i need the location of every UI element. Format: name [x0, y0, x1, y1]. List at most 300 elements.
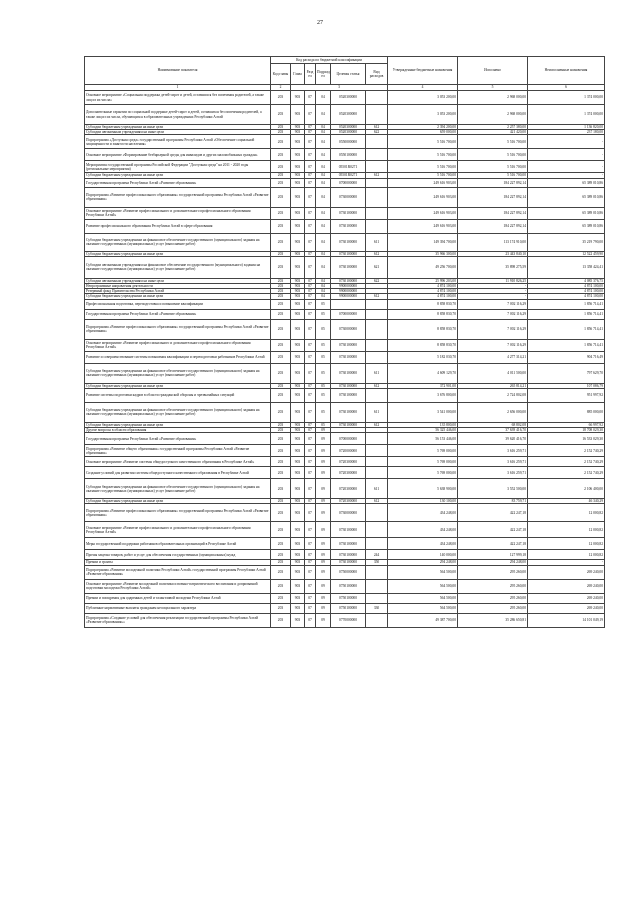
cell-vid: [366, 504, 388, 522]
cell-approved: 3 541 000,00: [388, 402, 458, 422]
cell-approved: 140 000,00: [388, 550, 458, 560]
cell-approved: 249 616 903,00: [388, 187, 458, 207]
col-header-admin-code: Код главы: [271, 64, 291, 85]
table-row: [85, 613, 605, 627]
cell-admin-code: 203: [271, 467, 291, 479]
cell-approved: 5 516 700,00: [388, 161, 458, 173]
cell-approved: 434 248,00: [388, 538, 458, 550]
budget-execution-table: [84, 56, 605, 628]
cell-chapter: 903: [291, 402, 305, 422]
table-row: [85, 467, 605, 479]
cell-executed: 113 174 910,00: [458, 233, 528, 251]
cell-unexecuted: 12 000,82: [528, 550, 605, 560]
cell-vid: 611: [366, 479, 388, 499]
row-name: Премии и поощрения для одаренных детей и талантливой молодежи Республики Алтай: [85, 593, 271, 603]
cell-executed: 265 814,21: [458, 383, 528, 388]
col-header-unexecuted: Неисполненные назначения: [528, 57, 605, 85]
cell-admin-code: 203: [271, 351, 291, 363]
cell-target: 0730000000: [331, 504, 366, 522]
cell-approved: 249 616 903,00: [388, 178, 458, 187]
cell-admin-code: 203: [271, 299, 291, 309]
cell-razdel: 07: [305, 538, 316, 550]
cell-unexecuted: 904 716,49: [528, 351, 605, 363]
cell-executed: 68 802,08: [458, 422, 528, 427]
cell-unexecuted: 65 389 010,86: [528, 219, 605, 233]
cell-vid: [366, 309, 388, 319]
table-row: [85, 402, 605, 422]
cell-podrazdel: 05: [316, 309, 331, 319]
cell-target: 0520300000: [331, 91, 366, 105]
table-row: [85, 319, 605, 339]
cell-executed: 39 620 416,70: [458, 433, 528, 445]
cell-target: 0730100000: [331, 233, 366, 251]
cell-approved: 8 858 830,70: [388, 299, 458, 309]
cell-admin-code: 203: [271, 130, 291, 135]
cell-executed: 184 227 892,14: [458, 187, 528, 207]
cell-unexecuted: 1 856 714,41: [528, 309, 605, 319]
cell-admin-code: 203: [271, 309, 291, 319]
cell-chapter: 903: [291, 613, 305, 627]
cell-unexecuted: -: [528, 135, 605, 149]
cell-vid: [366, 593, 388, 603]
cell-unexecuted: 16 533 029,30: [528, 433, 605, 445]
cell-unexecuted: 1 856 714,41: [528, 319, 605, 339]
cell-executed: 5 516 700,00: [458, 149, 528, 161]
cell-target: 0730100000: [331, 256, 366, 278]
row-name: Непрограммные направления деятельности: [85, 284, 271, 289]
cell-unexecuted: 12 522 459,90: [528, 251, 605, 256]
cell-target: 0750100000: [331, 603, 366, 613]
cell-chapter: 903: [291, 284, 305, 289]
cell-vid: [366, 613, 388, 627]
cell-unexecuted: 4 085 376,75: [528, 278, 605, 283]
cell-podrazdel: 04: [316, 207, 331, 219]
cell-vid: [366, 388, 388, 402]
cell-vid: 611: [366, 402, 388, 422]
index-cell: 2: [271, 85, 291, 91]
cell-vid: 622: [366, 130, 388, 135]
cell-target: 0520300000: [331, 130, 366, 135]
cell-podrazdel: 09: [316, 593, 331, 603]
cell-vid: 622: [366, 278, 388, 283]
cell-executed: 422 247,18: [458, 538, 528, 550]
cell-target: 0700000000: [331, 178, 366, 187]
cell-approved: 5 769 000,00: [388, 445, 458, 457]
cell-admin-code: 203: [271, 339, 291, 351]
row-name: Подпрограмма «Развитие профессионального образования» государственной программы Республики Алтай «Развитие образования»: [85, 319, 271, 339]
cell-unexecuted: 65 389 010,86: [528, 207, 605, 219]
cell-vid: 611: [366, 233, 388, 251]
row-name: Другие вопросы в области образования: [85, 428, 271, 433]
cell-podrazdel: 04: [316, 251, 331, 256]
cell-approved: 8 858 830,70: [388, 309, 458, 319]
cell-razdel: 07: [305, 560, 316, 565]
cell-podrazdel: 09: [316, 499, 331, 504]
cell-target: 0730100000: [331, 383, 366, 388]
cell-executed: 184 227 892,14: [458, 207, 528, 219]
cell-admin-code: 203: [271, 135, 291, 149]
cell-vid: 330: [366, 603, 388, 613]
cell-podrazdel: 05: [316, 319, 331, 339]
cell-unexecuted: 269 240,00: [528, 603, 605, 613]
cell-podrazdel: 04: [316, 187, 331, 207]
cell-vid: 612: [366, 173, 388, 178]
cell-chapter: 903: [291, 504, 305, 522]
cell-executed: 7 002 116,29: [458, 299, 528, 309]
cell-target: 0520300000: [331, 105, 366, 125]
cell-target: 0730100000: [331, 351, 366, 363]
cell-razdel: 07: [305, 278, 316, 283]
row-name: Основное мероприятие «Развитие профессионального и дополнительного профессионального образования Республики Алтай»: [85, 339, 271, 351]
cell-executed: -: [458, 289, 528, 294]
cell-unexecuted: 1 856 714,41: [528, 299, 605, 309]
cell-admin-code: 203: [271, 422, 291, 427]
cell-executed: -: [458, 284, 528, 289]
table-row: [85, 178, 605, 187]
cell-executed: 295 260,00: [458, 593, 528, 603]
col-header-target: Целевая статья: [331, 64, 366, 85]
table-row: [85, 219, 605, 233]
cell-executed: 35 898 275,59: [458, 256, 528, 278]
cell-razdel: 07: [305, 383, 316, 388]
row-name: Подпрограмма «Развитие молодежной политики Республики Алтай» государственной программы Республики Алтай «Развитие образования»: [85, 565, 271, 579]
row-name: Премии и гранты: [85, 560, 271, 565]
cell-razdel: 07: [305, 351, 316, 363]
row-name: Подпрограмма «Развитие профессионального образования» государственной программы Республики Алтай «Развитие образования»: [85, 187, 271, 207]
cell-admin-code: 203: [271, 560, 291, 565]
cell-vid: 611: [366, 363, 388, 383]
cell-vid: 612: [366, 499, 388, 504]
cell-razdel: 07: [305, 284, 316, 289]
cell-podrazdel: 09: [316, 479, 331, 499]
cell-unexecuted: 35 219 790,00: [528, 233, 605, 251]
cell-unexecuted: 4 874 100,00: [528, 294, 605, 299]
cell-target: 0720300000: [331, 467, 366, 479]
row-name: Субсидии автономным учреждениям на иные цели: [85, 278, 271, 283]
cell-podrazdel: 09: [316, 538, 331, 550]
col-header-executed: Исполнено: [458, 57, 528, 85]
cell-vid: [366, 299, 388, 309]
cell-podrazdel: 09: [316, 467, 331, 479]
cell-unexecuted: 951 997,92: [528, 388, 605, 402]
cell-chapter: 903: [291, 207, 305, 219]
cell-podrazdel: 04: [316, 161, 331, 173]
table-row: [85, 565, 605, 579]
cell-chapter: 903: [291, 433, 305, 445]
cell-razdel: 07: [305, 339, 316, 351]
cell-admin-code: 203: [271, 125, 291, 130]
cell-podrazdel: 05: [316, 351, 331, 363]
cell-approved: 249 616 903,00: [388, 207, 458, 219]
cell-chapter: 903: [291, 550, 305, 560]
cell-razdel: 07: [305, 91, 316, 105]
table-row: [85, 339, 605, 351]
cell-admin-code: 203: [271, 173, 291, 178]
cell-approved: 4 874 100,00: [388, 294, 458, 299]
table-row: [85, 388, 605, 402]
cell-admin-code: 203: [271, 603, 291, 613]
row-name: Развитие системы подготовки кадров в области гражданской обороны и чрезвычайных ситуаций: [85, 388, 271, 402]
cell-approved: 2 394 200,00: [388, 125, 458, 130]
row-name: Основное мероприятие «Социальная поддержка детей-сирот и детей, оставшихся без попечения родителей, а также лиц из их числа»: [85, 91, 271, 105]
row-name: Государственная программа Республики Алтай «Развитие образования»: [85, 309, 271, 319]
cell-vid: [366, 207, 388, 219]
cell-executed: 184 227 892,14: [458, 178, 528, 187]
cell-chapter: 903: [291, 294, 305, 299]
cell-target: 0720300000: [331, 457, 366, 467]
cell-admin-code: 203: [271, 433, 291, 445]
cell-razdel: 07: [305, 433, 316, 445]
cell-chapter: 903: [291, 467, 305, 479]
cell-razdel: 07: [305, 457, 316, 467]
cell-podrazdel: 09: [316, 560, 331, 565]
cell-unexecuted: 4 874 100,00: [528, 284, 605, 289]
row-name: Основное мероприятие «Развитие профессионального и дополнительного профессионального образования Республики Алтай»: [85, 522, 271, 538]
cell-razdel: 07: [305, 289, 316, 294]
cell-podrazdel: 05: [316, 402, 331, 422]
row-name: Основное мероприятие «Развитие молодежной политики и военно-патриотического воспитания и допризывной подготовки молодежи Республики Алтай»: [85, 579, 271, 593]
cell-chapter: 903: [291, 309, 305, 319]
cell-target: 0730100000: [331, 219, 366, 233]
cell-approved: 564 500,00: [388, 565, 458, 579]
row-name: Государственная программа Республики Алтай «Развитие образования»: [85, 178, 271, 187]
index-cell: 5: [458, 85, 528, 91]
cell-executed: 422 247,18: [458, 504, 528, 522]
cell-approved: 3 676 800,00: [388, 388, 458, 402]
table-row: [85, 479, 605, 499]
cell-target: 0730100000: [331, 388, 366, 402]
cell-razdel: 07: [305, 178, 316, 187]
row-name: Подпрограмма «Развитие профессионального образования» государственной программы Республики Алтай «Развитие образования»: [85, 504, 271, 522]
cell-podrazdel: 09: [316, 579, 331, 593]
cell-approved: 659 000,00: [388, 130, 458, 135]
cell-executed: 3 616 259,71: [458, 457, 528, 467]
cell-chapter: 903: [291, 173, 305, 178]
cell-chapter: 903: [291, 105, 305, 125]
cell-executed: 3 552 500,00: [458, 479, 528, 499]
cell-target: 05501R0271: [331, 161, 366, 173]
cell-executed: 2 724 802,08: [458, 388, 528, 402]
cell-target: 0730100000: [331, 207, 366, 219]
row-name: Подпрограмма «Развитие общего образования» государственной программы Республики Алтай «Развитие образования»: [85, 445, 271, 457]
table-row: [85, 363, 605, 383]
col-header-chapter: Глава: [291, 64, 305, 85]
cell-podrazdel: 05: [316, 422, 331, 427]
cell-target: 0730100000: [331, 278, 366, 283]
cell-unexecuted: 12 000,82: [528, 538, 605, 550]
cell-approved: 8 858 830,70: [388, 339, 458, 351]
cell-podrazdel: 09: [316, 445, 331, 457]
cell-chapter: 903: [291, 319, 305, 339]
row-name: Профессиональная подготовка, переподготовка и повышение квалификации: [85, 299, 271, 309]
cell-unexecuted: 65 389 010,86: [528, 178, 605, 187]
cell-vid: 612: [366, 294, 388, 299]
cell-chapter: 903: [291, 479, 305, 499]
page-number: 27: [317, 20, 323, 26]
cell-unexecuted: -: [528, 173, 605, 178]
table-row: [85, 445, 605, 457]
cell-admin-code: 203: [271, 504, 291, 522]
cell-chapter: 903: [291, 91, 305, 105]
cell-target: 0730100000: [331, 538, 366, 550]
row-name: Подпрограмма «Доступная среда» государственной программы Республики Алтай «Обеспечение социальной защищенности и занятости населения»: [85, 135, 271, 149]
cell-target: 0700000000: [331, 309, 366, 319]
cell-target: 0770000000: [331, 613, 366, 627]
row-name: Субсидии бюджетным учреждениям на иные цели: [85, 294, 271, 299]
cell-executed: -: [458, 294, 528, 299]
cell-target: 0730100000: [331, 402, 366, 422]
cell-chapter: 903: [291, 565, 305, 579]
cell-vid: [366, 319, 388, 339]
col-header-vid: Вид расходов: [366, 64, 388, 85]
cell-razdel: 07: [305, 467, 316, 479]
cell-approved: 149 394 700,00: [388, 233, 458, 251]
table-row: [85, 161, 605, 173]
cell-unexecuted: 2 106 400,00: [528, 479, 605, 499]
cell-vid: [366, 522, 388, 538]
cell-approved: 25 996 203,00: [388, 278, 458, 283]
table-row: [85, 457, 605, 467]
cell-executed: 2 968 000,00: [458, 91, 528, 105]
index-cell: 4: [388, 85, 458, 91]
row-name: Основное мероприятие «Развитие профессионального и дополнительного профессионального образования Республики Алтай»: [85, 207, 271, 219]
cell-chapter: 903: [291, 233, 305, 251]
cell-target: 0730000000: [331, 187, 366, 207]
cell-podrazdel: 05: [316, 388, 331, 402]
cell-target: 0730100000: [331, 560, 366, 565]
col-header-podrazdel: Подразд ел: [316, 64, 331, 85]
cell-vid: [366, 161, 388, 173]
cell-executed: 295 260,00: [458, 579, 528, 593]
cell-razdel: 07: [305, 309, 316, 319]
cell-razdel: 07: [305, 550, 316, 560]
cell-admin-code: 203: [271, 178, 291, 187]
cell-unexecuted: -: [528, 560, 605, 565]
cell-executed: 23 443 840,10: [458, 251, 528, 256]
cell-chapter: 903: [291, 289, 305, 294]
table-row: [85, 579, 605, 593]
cell-unexecuted: 1 374 000,00: [528, 91, 605, 105]
table-row: [85, 256, 605, 278]
cell-unexecuted: 797 629,70: [528, 363, 605, 383]
cell-executed: 35 286 650,81: [458, 613, 528, 627]
row-name: Мероприятия государственной программы Российской Федерации "Доступная среда" на 2011 - 2020 годы (региональные мероприятия): [85, 161, 271, 173]
cell-vid: [366, 339, 388, 351]
cell-approved: 5 516 700,00: [388, 173, 458, 178]
cell-vid: [366, 178, 388, 187]
cell-chapter: 903: [291, 125, 305, 130]
cell-admin-code: 203: [271, 550, 291, 560]
cell-approved: 49 256 700,00: [388, 256, 458, 278]
table-row: [85, 299, 605, 309]
cell-target: 9900000000: [331, 289, 366, 294]
table-row: [85, 504, 605, 522]
cell-podrazdel: 04: [316, 91, 331, 105]
cell-vid: [366, 565, 388, 579]
cell-razdel: 07: [305, 388, 316, 402]
cell-admin-code: 203: [271, 219, 291, 233]
cell-admin-code: 203: [271, 105, 291, 125]
cell-approved: 5 769 000,00: [388, 467, 458, 479]
cell-approved: 3 053 200,00: [388, 105, 458, 125]
cell-podrazdel: 09: [316, 550, 331, 560]
row-name: Публичные нормативные выплаты гражданам несоциального характера: [85, 603, 271, 613]
cell-executed: 7 002 116,29: [458, 339, 528, 351]
cell-admin-code: 203: [271, 233, 291, 251]
cell-target: 0720300000: [331, 499, 366, 504]
cell-admin-code: 203: [271, 187, 291, 207]
cell-executed: 7 002 116,29: [458, 309, 528, 319]
cell-approved: 564 500,00: [388, 603, 458, 613]
cell-admin-code: 203: [271, 161, 291, 173]
cell-razdel: 07: [305, 603, 316, 613]
cell-unexecuted: 269 240,00: [528, 593, 605, 603]
row-name: Субсидии бюджетным учреждениям на иные цели: [85, 251, 271, 256]
row-name: Развитие профессионального образования Республики Алтай в сфере образования: [85, 219, 271, 233]
cell-chapter: 903: [291, 388, 305, 402]
cell-chapter: 903: [291, 149, 305, 161]
cell-executed: 295 260,00: [458, 565, 528, 579]
cell-chapter: 903: [291, 593, 305, 603]
cell-unexecuted: 237 180,00: [528, 130, 605, 135]
row-name: Развитие и совершенствование системы повышения квалификации и переподготовки работников Республики Алтай: [85, 351, 271, 363]
cell-unexecuted: -: [528, 149, 605, 161]
cell-chapter: 903: [291, 178, 305, 187]
cell-executed: 5 516 700,00: [458, 135, 528, 149]
cell-target: 0730100000: [331, 339, 366, 351]
cell-unexecuted: 2 152 740,29: [528, 467, 605, 479]
table-row: [85, 351, 605, 363]
cell-vid: 612: [366, 383, 388, 388]
cell-podrazdel: 04: [316, 173, 331, 178]
cell-executed: 4 277 314,21: [458, 351, 528, 363]
cell-vid: [366, 433, 388, 445]
row-name: Создание условий для развития системы общедоступного качественного образования в Республике Алтай: [85, 467, 271, 479]
cell-approved: 564 500,00: [388, 593, 458, 603]
cell-vid: [366, 105, 388, 125]
cell-razdel: 07: [305, 294, 316, 299]
cell-razdel: 07: [305, 499, 316, 504]
cell-chapter: 903: [291, 256, 305, 278]
cell-executed: 294 248,00: [458, 560, 528, 565]
row-name: Меры государственной поддержки работников образовательных организаций в Республике Алтай: [85, 538, 271, 550]
cell-chapter: 903: [291, 187, 305, 207]
cell-razdel: 07: [305, 593, 316, 603]
cell-unexecuted: 4 874 100,00: [528, 289, 605, 294]
cell-razdel: 07: [305, 299, 316, 309]
cell-chapter: 903: [291, 522, 305, 538]
cell-approved: 5 182 030,70: [388, 351, 458, 363]
cell-podrazdel: 09: [316, 433, 331, 445]
cell-podrazdel: 04: [316, 178, 331, 187]
cell-approved: 56 325 446,00: [388, 428, 458, 433]
cell-target: 0700000000: [331, 433, 366, 445]
col-header-name: Наименование показателя: [85, 57, 271, 85]
cell-target: 0750100000: [331, 593, 366, 603]
row-name: Государственная программа Республики Алтай «Развитие образования»: [85, 433, 271, 445]
cell-unexecuted: 269 240,00: [528, 579, 605, 593]
table-row: [85, 207, 605, 219]
cell-chapter: 903: [291, 251, 305, 256]
cell-admin-code: 203: [271, 294, 291, 299]
cell-razdel: 07: [305, 161, 316, 173]
cell-executed: 37 639 416,70: [458, 428, 528, 433]
row-name: Субсидии бюджетным учреждениям на финансовое обеспечение государственного (муниципального) задания на оказание государственных (муниципальных) услуг (выполнение работ): [85, 402, 271, 422]
cell-executed: 2 257 380,00: [458, 125, 528, 130]
cell-podrazdel: 04: [316, 149, 331, 161]
cell-razdel: 07: [305, 207, 316, 219]
cell-podrazdel: 05: [316, 383, 331, 388]
